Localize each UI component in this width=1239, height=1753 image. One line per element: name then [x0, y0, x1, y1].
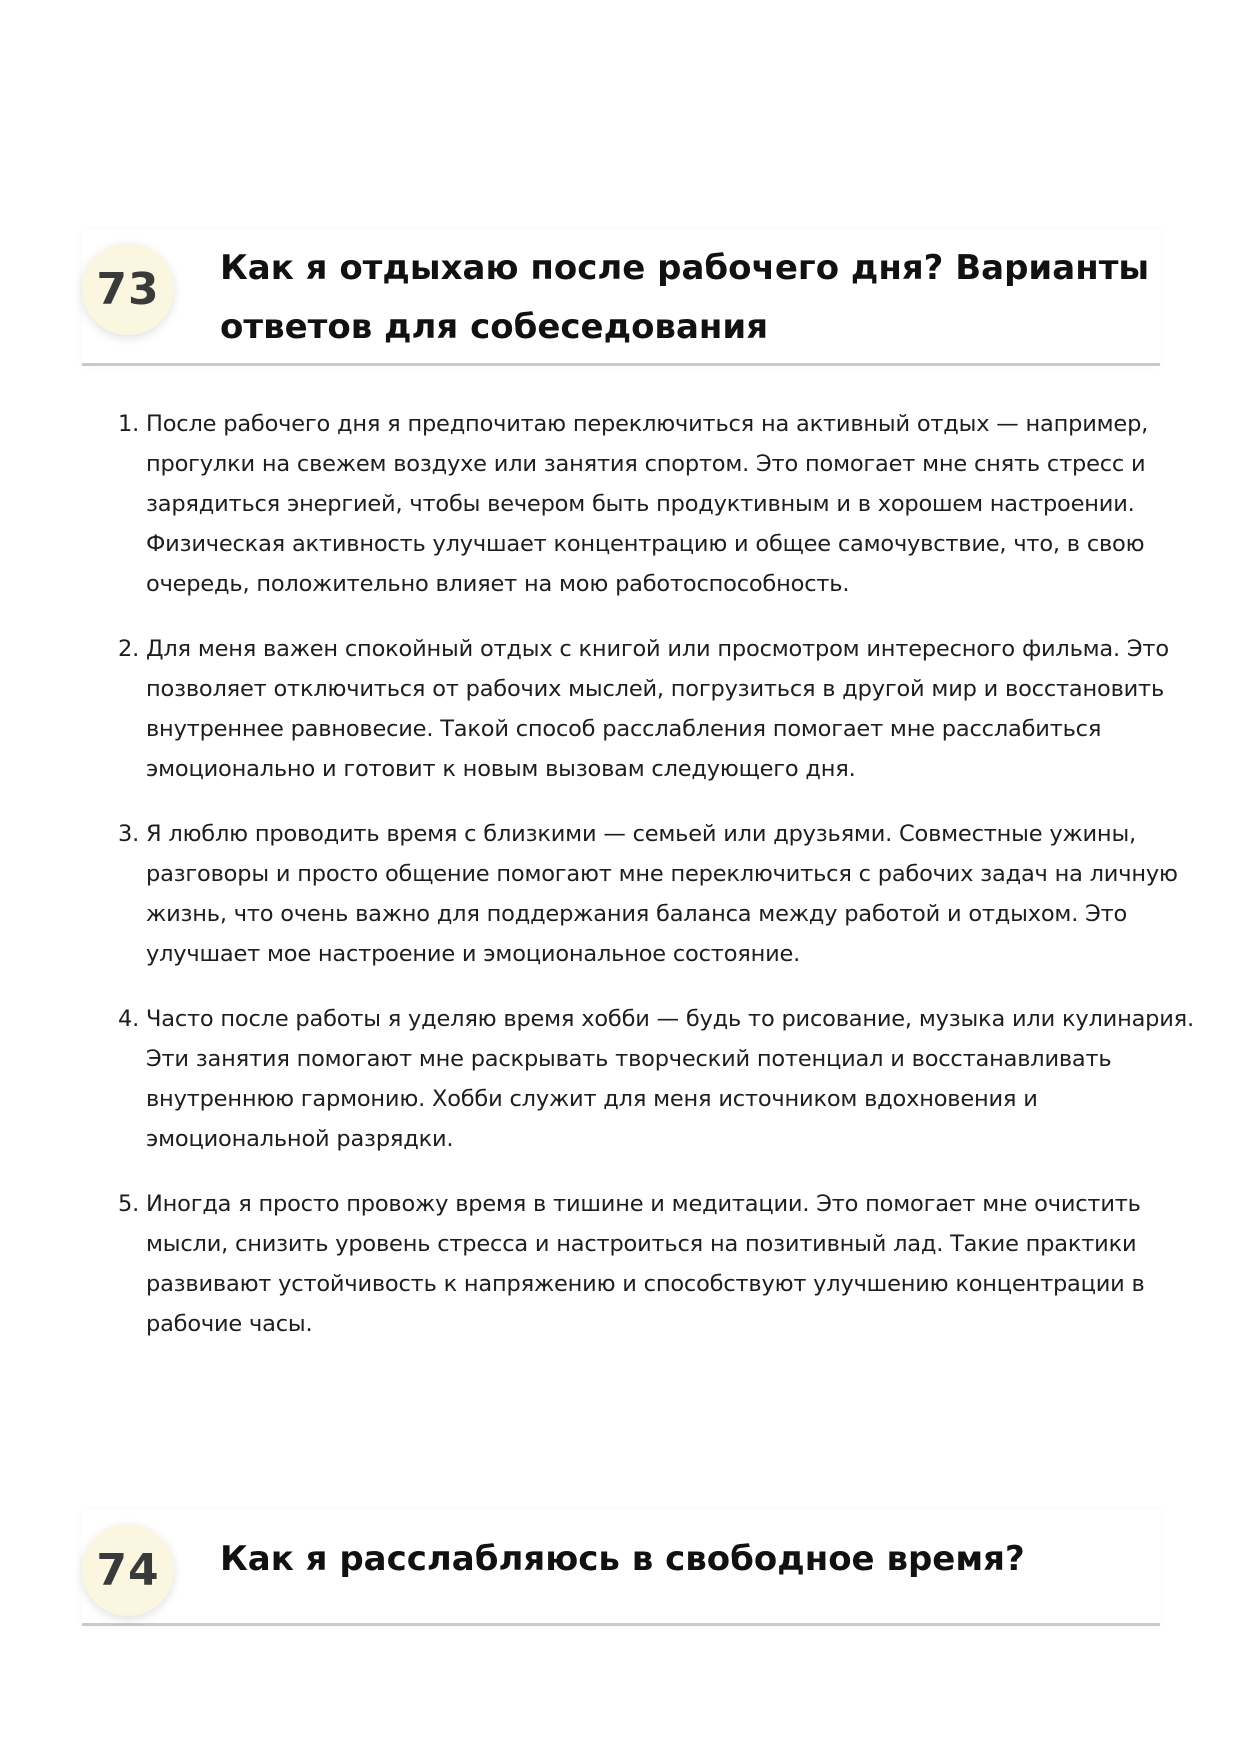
answer-item: 5. Иногда я просто провожу время в тишине и медитации. Это помогает мне очистить мысли, снизить уровень стресса и настроиться на позитивный лад. Такие практики развивают устойчивость к напряжению и способствуют улучшению концентрации в рабочие часы. [146, 1184, 1206, 1344]
question-number-badge: 73 [82, 243, 174, 335]
section-title: Как я расслабляюсь в свободное время? [220, 1539, 1025, 1579]
section-header-74 [82, 1510, 1160, 1626]
answer-item: 4. Часто после работы я уделяю время хобби — будь то рисование, музыка или кулинария. Эти занятия помогают мне раскрывать творческий потенциал и восстанавливать внутреннюю гармонию. Хобби служит для меня источником вдохновения и эмоциональной разрядки. [146, 999, 1206, 1159]
section-header-73 [82, 230, 1160, 366]
section-title: Как я отдыхаю после рабочего дня? Варианты ответов для собеседования [220, 248, 1150, 347]
answer-list [112, 404, 1206, 1369]
question-number-badge: 74 [82, 1524, 174, 1616]
answer-item: 1. После рабочего дня я предпочитаю переключиться на активный отдых — например, прогулки на свежем воздухе или занятия спортом. Это помогает мне снять стресс и зарядиться энергией, чтобы вечером быть продуктивным и в хорошем настроении. Физическая активность улучшает концентрацию и общее самочувствие, что, в свою очередь, положительно влияет на мою работоспособность. [146, 404, 1206, 604]
answer-item: 3. Я люблю проводить время с близкими — семьей или друзьями. Совместные ужины, разговоры и просто общение помогают мне переключиться с рабочих задач на личную жизнь, что очень важно для поддержания баланса между работой и отдыхом. Это улучшает мое настроение и эмоциональное состояние. [146, 814, 1206, 974]
answer-item: 2. Для меня важен спокойный отдых с книгой или просмотром интересного фильма. Это позволяет отключиться от рабочих мыслей, погрузиться в другой мир и восстановить внутреннее равновесие. Такой способ расслабления помогает мне расслабиться эмоционально и готовит к новым вызовам следующего дня. [146, 629, 1206, 789]
